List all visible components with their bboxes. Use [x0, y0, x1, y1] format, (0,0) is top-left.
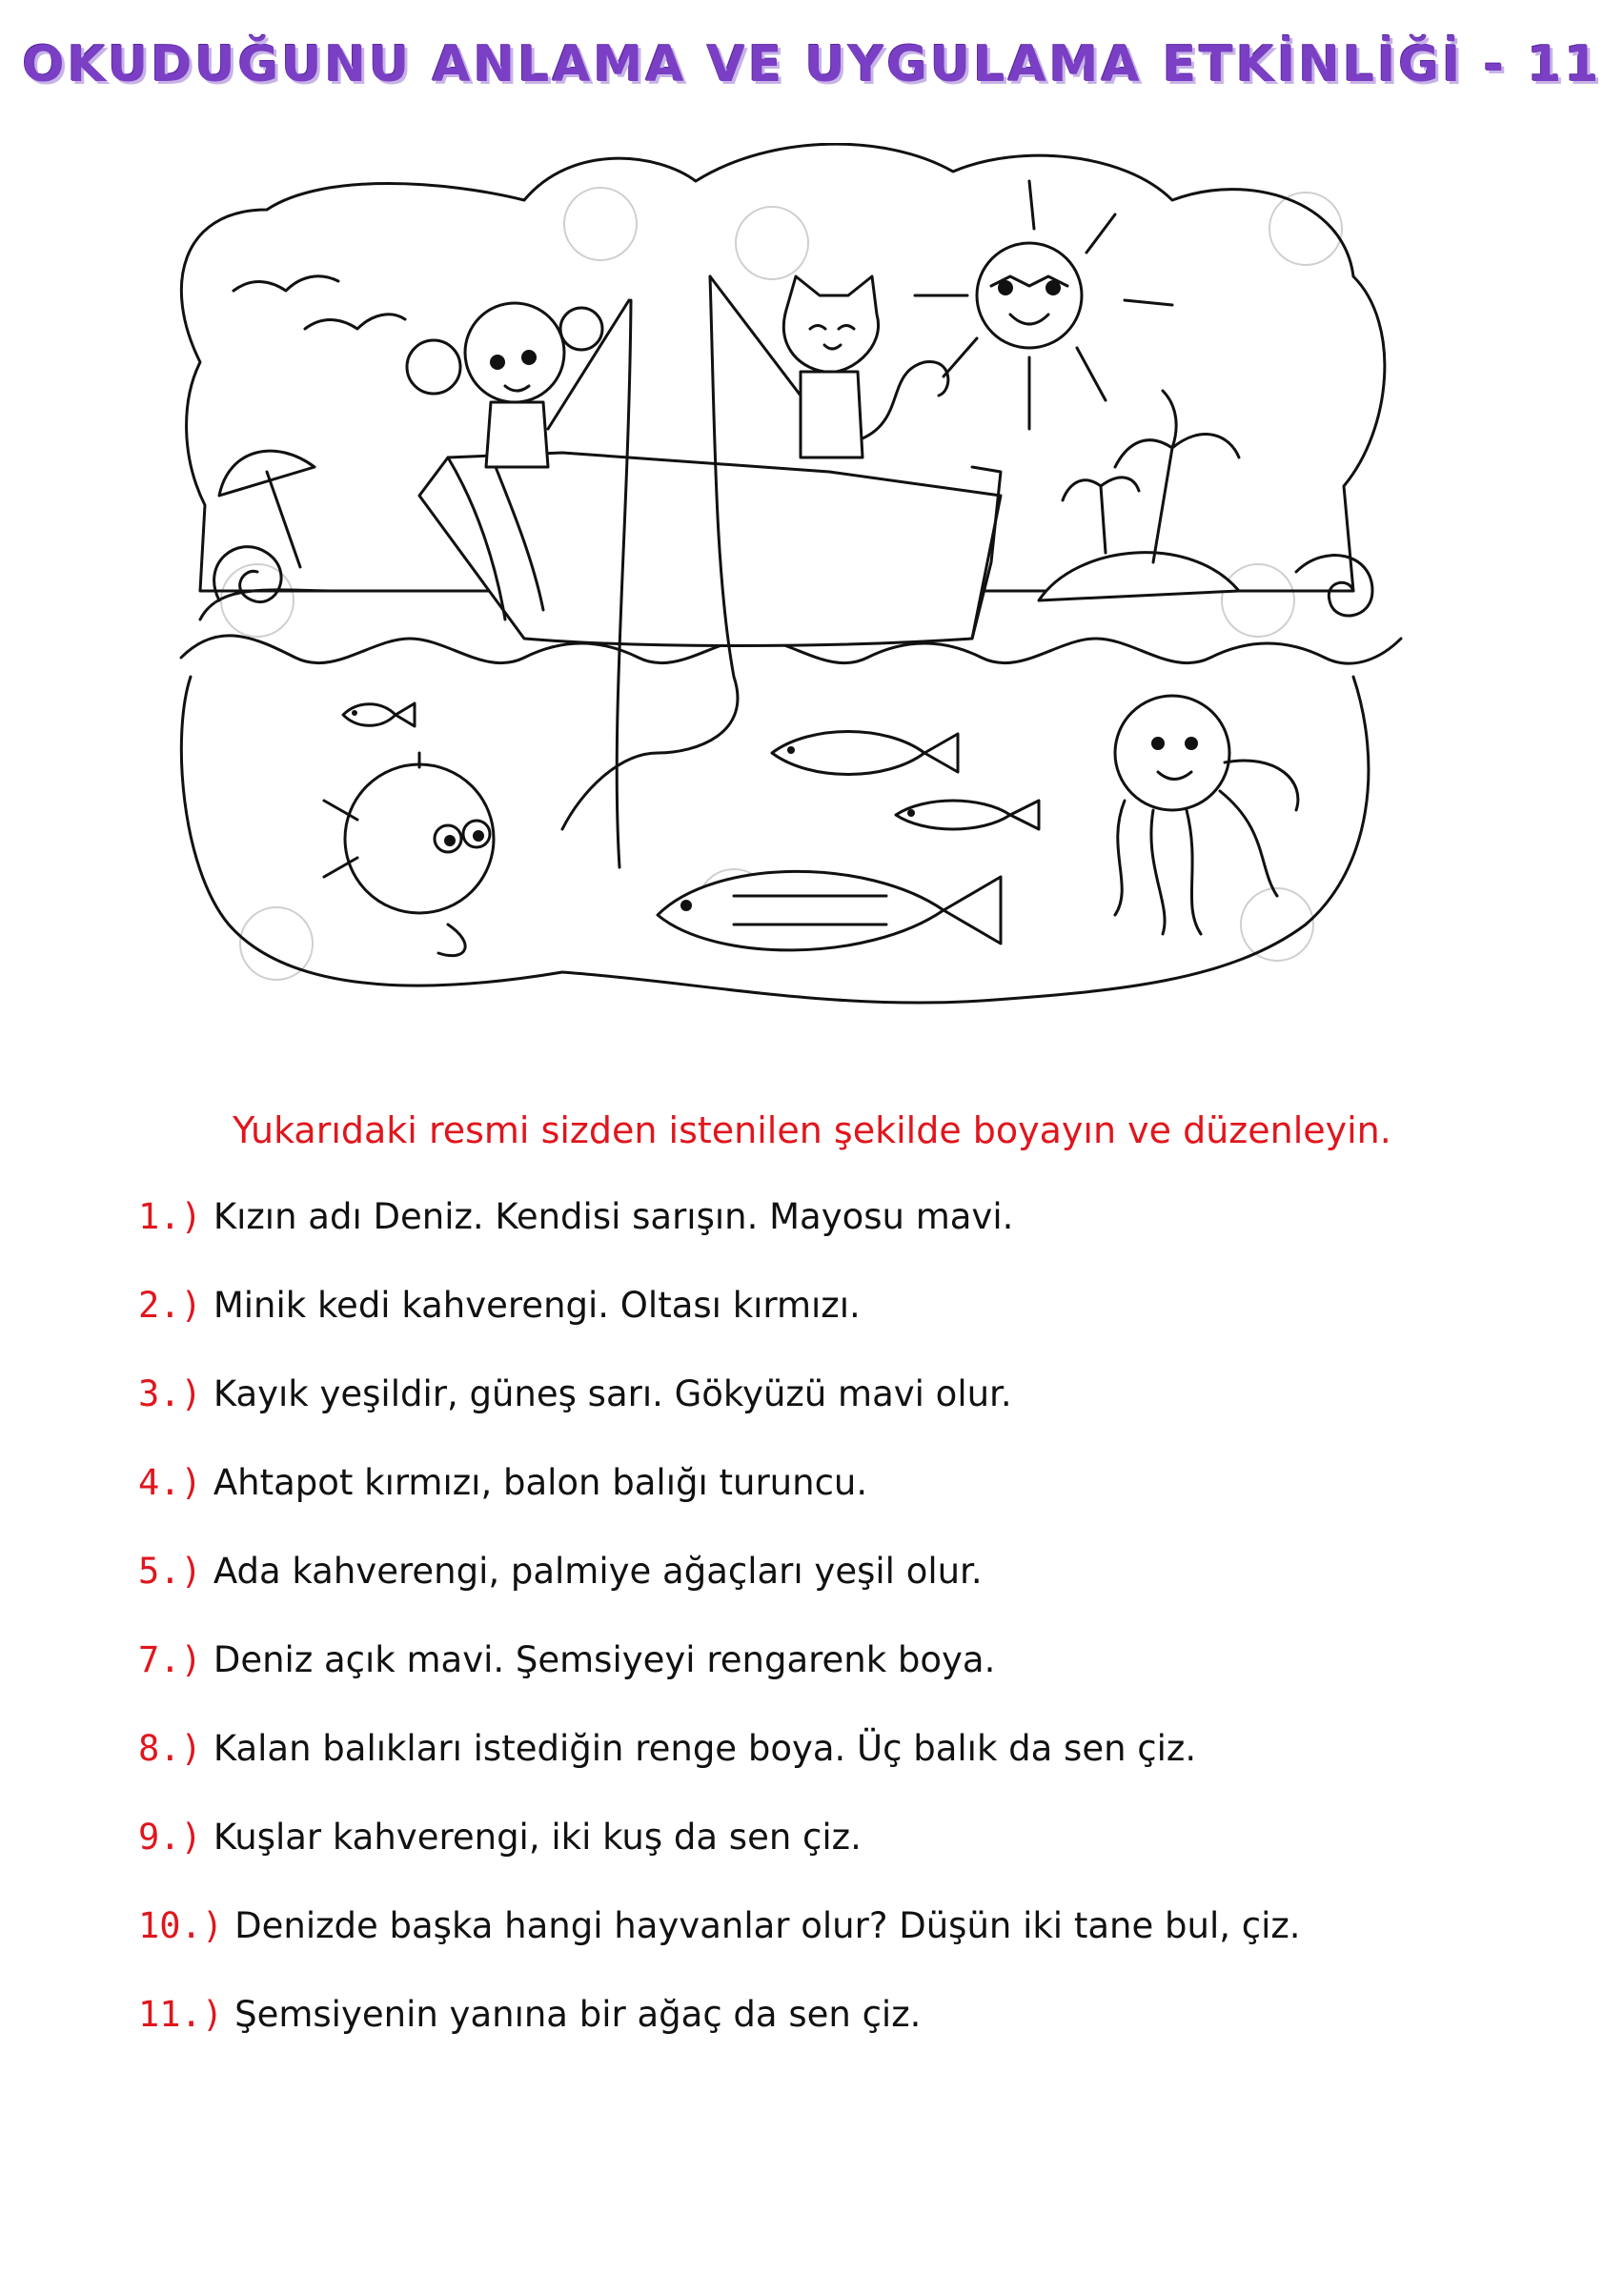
fish-middle-right	[896, 801, 1039, 829]
item-number: 1.)	[138, 1196, 202, 1237]
item-text: Deniz açık mavi. Şemsiyeyi rengarenk boya.	[213, 1639, 996, 1680]
item-text: Kayık yeşildir, güneş sarı. Gökyüzü mavi olur.	[213, 1373, 1012, 1414]
item-number: 4.)	[138, 1462, 202, 1503]
cat-fishing	[710, 276, 948, 457]
girl-fishing	[407, 300, 629, 467]
list-item	[138, 1196, 1301, 1285]
bird-1	[233, 276, 338, 291]
sun	[915, 181, 1172, 429]
item-text: Ada kahverengi, palmiye ağaçları yeşil olur.	[213, 1551, 983, 1592]
puffer-fish	[324, 753, 494, 956]
item-number: 10.)	[138, 1905, 224, 1946]
item-number: 8.)	[138, 1728, 202, 1769]
item-number: 5.)	[138, 1551, 202, 1592]
item-text: Minik kedi kahverengi. Oltası kırmızı.	[213, 1285, 861, 1326]
list-item	[138, 1462, 1301, 1551]
item-text: Şemsiyenin yanına bir ağaç da sen çiz.	[234, 1994, 922, 2035]
item-text: Ahtapot kırmızı, balon balığı turuncu.	[213, 1462, 868, 1503]
task-list	[138, 1196, 1301, 2083]
list-item	[138, 1994, 1301, 2083]
list-item	[138, 1285, 1301, 1373]
coloring-picture	[162, 143, 1439, 1039]
list-item	[138, 1728, 1301, 1817]
item-number: 11.)	[138, 1994, 224, 2035]
fish-upper-center	[772, 732, 958, 775]
item-number: 3.)	[138, 1373, 202, 1414]
list-item	[138, 1817, 1301, 1905]
list-item	[138, 1905, 1301, 1994]
boat	[419, 453, 1001, 646]
island	[1039, 391, 1239, 600]
item-text: Denizde başka hangi hayvanlar olur? Düşün iki tane bul, çiz.	[234, 1905, 1301, 1946]
bird-2	[305, 315, 405, 329]
octopus	[1115, 696, 1298, 934]
list-item	[138, 1551, 1301, 1639]
item-text: Kızın adı Deniz. Kendisi sarışın. Mayosu mavi.	[213, 1196, 1014, 1237]
list-item	[138, 1373, 1301, 1462]
item-number: 2.)	[138, 1285, 202, 1326]
item-number: 9.)	[138, 1817, 202, 1858]
fish-large-bottom	[658, 871, 1001, 950]
right-wave-curl	[1296, 556, 1372, 616]
fish-small-left	[343, 703, 415, 726]
item-text: Kuşlar kahverengi, iki kuş da sen çiz.	[213, 1817, 862, 1858]
page-title: OKUDUĞUNU ANLAMA VE UYGULAMA ETKİNLİĞİ - 11	[22, 36, 1602, 93]
item-text: Kalan balıkları istediğin renge boya. Üç balık da sen çiz.	[213, 1728, 1197, 1769]
instruction-text: Yukarıdaki resmi sizden istenilen şekilde boyayın ve düzenleyin.	[233, 1109, 1391, 1151]
left-wave-curl	[200, 547, 334, 620]
item-number: 7.)	[138, 1639, 202, 1680]
list-item	[138, 1639, 1301, 1728]
